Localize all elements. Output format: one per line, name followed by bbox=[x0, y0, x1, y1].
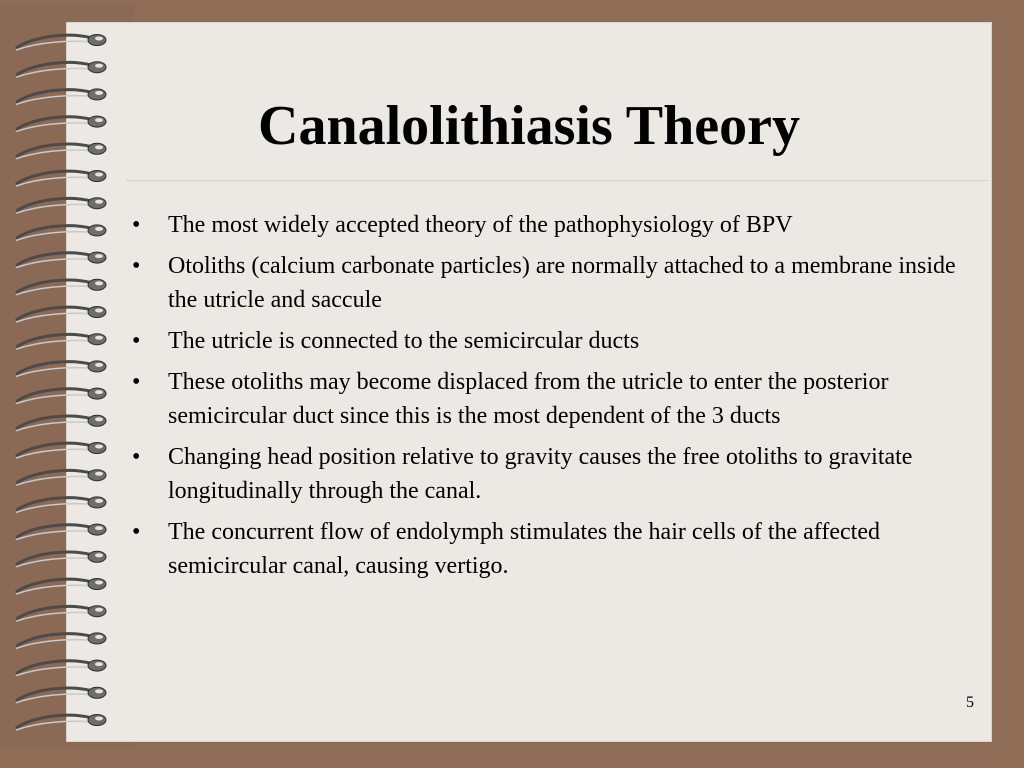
spiral-coil bbox=[16, 715, 106, 731]
bullet-marker: • bbox=[132, 444, 141, 470]
spiral-coil bbox=[16, 551, 106, 567]
bullet-item bbox=[132, 249, 972, 317]
spiral-coil bbox=[16, 606, 106, 622]
spiral-coil bbox=[16, 361, 106, 377]
spiral-coil bbox=[16, 225, 106, 241]
spiral-coil bbox=[16, 279, 106, 295]
bullet-item bbox=[132, 324, 972, 358]
spiral-coil bbox=[16, 660, 106, 676]
spiral-coil bbox=[16, 470, 106, 486]
spiral-coil bbox=[16, 143, 106, 159]
spiral-coil bbox=[16, 687, 106, 703]
bullet-item bbox=[132, 515, 972, 583]
bullet-item bbox=[132, 208, 972, 242]
spiral-coil bbox=[16, 388, 106, 404]
spiral-coil bbox=[16, 62, 106, 77]
bullet-text: Changing head position relative to gravity causes the free otoliths to gravitate longitudinally through the canal. bbox=[168, 444, 913, 504]
spiral-coil bbox=[16, 116, 106, 132]
bullet-text: Otoliths (calcium carbonate particles) are normally attached to a membrane inside the utricle and saccule bbox=[168, 253, 956, 313]
spiral-coil bbox=[16, 35, 106, 51]
bullet-marker: • bbox=[132, 519, 141, 545]
bullet-text: These otoliths may become displaced from the utricle to enter the posterior semicircular duct since this is the most dependent of the 3 ducts bbox=[168, 369, 889, 429]
bullet-marker: • bbox=[132, 253, 141, 279]
slide-page bbox=[66, 22, 992, 742]
spiral-coil bbox=[16, 198, 106, 214]
spiral-coil bbox=[16, 334, 106, 350]
spiral-coil bbox=[16, 633, 106, 649]
spiral-coil bbox=[16, 171, 106, 187]
spiral-binding-icon bbox=[14, 20, 119, 740]
spiral-coil bbox=[16, 307, 106, 323]
spiral-coil bbox=[16, 89, 106, 105]
spiral-coil bbox=[16, 443, 106, 459]
bullet-item bbox=[132, 365, 972, 433]
bullet-item bbox=[132, 440, 972, 508]
spiral-coil bbox=[16, 524, 106, 540]
bullet-marker: • bbox=[132, 369, 141, 395]
bullet-marker: • bbox=[132, 212, 141, 238]
spiral-coil bbox=[16, 252, 106, 268]
spiral-coil bbox=[16, 497, 106, 513]
bullet-list bbox=[132, 208, 972, 590]
slide-title: Canalolithiasis Theory bbox=[258, 95, 800, 157]
page-number: 5 bbox=[966, 694, 974, 711]
spiral-coil bbox=[16, 415, 106, 431]
bullet-marker: • bbox=[132, 328, 141, 354]
bullet-text: The utricle is connected to the semicircular ducts bbox=[168, 328, 640, 354]
spiral-coil bbox=[16, 579, 106, 595]
title-divider bbox=[126, 180, 988, 181]
bullet-text: The concurrent flow of endolymph stimulates the hair cells of the affected semicircular canal, causing vertigo. bbox=[168, 519, 880, 579]
bullet-text: The most widely accepted theory of the pathophysiology of BPV bbox=[168, 212, 793, 238]
